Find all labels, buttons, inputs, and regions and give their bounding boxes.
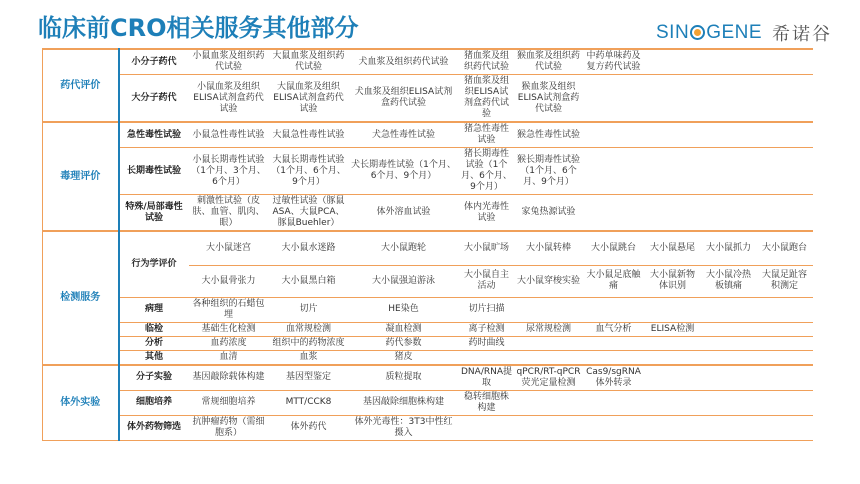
table-row (43, 148, 813, 195)
section-label: 检测服务 (43, 231, 119, 365)
table-cell: 大小鼠转棒 (515, 231, 583, 265)
table-cell: 猴血浆及组织药代试验 (515, 49, 583, 75)
table-cell: 抗肿瘤药物（需细胞系） (189, 415, 269, 440)
table-cell (459, 350, 515, 365)
table-cell: 药时曲线 (459, 336, 515, 350)
table-cell: 犬急性毒性试验 (349, 122, 459, 148)
table-cell (583, 195, 645, 232)
table-row (43, 195, 813, 232)
table-cell (757, 49, 813, 75)
table-cell: 犬长期毒性试验（1个月、6个月、9个月） (349, 148, 459, 195)
table-cell: 中药单味药及复方药代试验 (583, 49, 645, 75)
table-cell: 大小鼠旷场 (459, 231, 515, 265)
table-cell: 猴长期毒性试验（1个月、6个月、9个月） (515, 148, 583, 195)
table-cell: 大鼠长期毒性试验（1个月、6个月、9个月） (269, 148, 349, 195)
table-cell (757, 148, 813, 195)
table-cell: 药代参数 (349, 336, 459, 350)
table-cell (757, 122, 813, 148)
table-cell: 体外药代 (269, 415, 349, 440)
table-cell: 大小鼠新物体识别 (645, 265, 701, 297)
table-cell: 小鼠长期毒性试验（1个月、3个月、6个月） (189, 148, 269, 195)
table-cell (515, 350, 583, 365)
table-cell (701, 297, 757, 322)
services-table (42, 48, 813, 441)
table-row (43, 365, 813, 391)
table-cell: 离子检测 (459, 322, 515, 336)
table-row (43, 415, 813, 440)
subcategory-label: 分析 (119, 336, 189, 350)
table-cell (701, 350, 757, 365)
table-cell: 大小鼠强迫游泳 (349, 265, 459, 297)
table-cell (757, 297, 813, 322)
table-cell (515, 390, 583, 415)
table-cell: 切片扫描 (459, 297, 515, 322)
table-cell (757, 365, 813, 391)
table-cell (645, 148, 701, 195)
table-cell: 家兔热源试验 (515, 195, 583, 232)
table-cell (757, 390, 813, 415)
table-cell (515, 297, 583, 322)
table-cell (583, 415, 645, 440)
subcategory-label: 临检 (119, 322, 189, 336)
table-cell: 体外光毒性：3T3中性红摄入 (349, 415, 459, 440)
table-cell: 大鼠足趾容积测定 (757, 265, 813, 297)
table-cell: 基因敲除细胞株构建 (349, 390, 459, 415)
table-cell (645, 390, 701, 415)
section-label: 毒理评价 (43, 122, 119, 231)
table-cell: 组织中的药物浓度 (269, 336, 349, 350)
table-cell (701, 148, 757, 195)
section-label: 体外实验 (43, 365, 119, 441)
table-cell: 血浆 (269, 350, 349, 365)
table-cell (757, 322, 813, 336)
table-cell: 猪急性毒性试验 (459, 122, 515, 148)
table-cell (645, 365, 701, 391)
table-row (43, 231, 813, 265)
table-cell (583, 390, 645, 415)
table-cell: DNA/RNA提取 (459, 365, 515, 391)
table-cell (701, 122, 757, 148)
table-cell: 基础生化检测 (189, 322, 269, 336)
table-cell: 大小鼠抓力 (701, 231, 757, 265)
table-cell: 切片 (269, 297, 349, 322)
logo-text-left: SIN (656, 22, 690, 43)
table-cell (757, 75, 813, 123)
table-row (43, 122, 813, 148)
table-row (43, 297, 813, 322)
table-cell: 刺激性试验（皮肤、血管、肌肉、眼） (189, 195, 269, 232)
table-cell: 基因型鉴定 (269, 365, 349, 391)
section-label: 药代评价 (43, 49, 119, 122)
table-cell: 大小鼠冷热板镇痛 (701, 265, 757, 297)
table-cell (757, 336, 813, 350)
table-cell: 犬血浆及组织ELISA试剂盒药代试验 (349, 75, 459, 123)
table-cell: 体内光毒性试验 (459, 195, 515, 232)
table-cell: 大小鼠跑轮 (349, 231, 459, 265)
table-cell (701, 365, 757, 391)
table-cell (645, 49, 701, 75)
page-title: 临床前CRO相关服务其他部分 (38, 14, 359, 42)
subcategory-label: 小分子药代 (119, 49, 189, 75)
table-cell: 大鼠急性毒性试验 (269, 122, 349, 148)
table-cell: 稳转细胞株构建 (459, 390, 515, 415)
table-cell: 猴急性毒性试验 (515, 122, 583, 148)
table-cell: 猪皮 (349, 350, 459, 365)
table-row (43, 350, 813, 365)
table-cell: 质粒提取 (349, 365, 459, 391)
table-cell (645, 415, 701, 440)
table-cell: Cas9/sgRNA体外转录 (583, 365, 645, 391)
table-cell (701, 75, 757, 123)
table-cell (701, 49, 757, 75)
table-cell: 过敏性试验（豚鼠ASA、大鼠PCA、豚鼠Buehler） (269, 195, 349, 232)
subcategory-label: 体外药物筛选 (119, 415, 189, 440)
table-cell: 大小鼠迷宫 (189, 231, 269, 265)
subcategory-label: 病理 (119, 297, 189, 322)
table-cell: 犬血浆及组织药代试验 (349, 49, 459, 75)
logo-text-right: GENE (706, 22, 763, 43)
table-cell: 小鼠血浆及组织药代试验 (189, 49, 269, 75)
table-cell (645, 297, 701, 322)
table-cell (757, 195, 813, 232)
table-cell (515, 336, 583, 350)
table-cell: HE染色 (349, 297, 459, 322)
table-row (43, 390, 813, 415)
subcategory-label: 急性毒性试验 (119, 122, 189, 148)
table-cell (583, 75, 645, 123)
table-cell: MTT/CCK8 (269, 390, 349, 415)
table-cell (583, 350, 645, 365)
table-cell: 体外溶血试验 (349, 195, 459, 232)
table-cell: 大小鼠水迷路 (269, 231, 349, 265)
table-cell: ELISA检测 (645, 322, 701, 336)
table-cell (583, 336, 645, 350)
table-cell (645, 336, 701, 350)
table-cell (701, 322, 757, 336)
table-cell (583, 297, 645, 322)
subcategory-label: 其他 (119, 350, 189, 365)
subcategory-label: 分子实验 (119, 365, 189, 391)
table-row (43, 75, 813, 123)
table-cell: 猪血浆及组织ELISA试剂盒药代试验 (459, 75, 515, 123)
table-cell: 猪血浆及组织药代试验 (459, 49, 515, 75)
table-cell: 大小鼠黑白箱 (269, 265, 349, 297)
table-cell (645, 75, 701, 123)
subcategory-label: 大分子药代 (119, 75, 189, 123)
table-cell: qPCR/RT-qPCR荧光定量检测 (515, 365, 583, 391)
table-cell (645, 122, 701, 148)
table-cell: 血清 (189, 350, 269, 365)
table-cell: 小鼠急性毒性试验 (189, 122, 269, 148)
table-cell (701, 336, 757, 350)
table-cell (583, 122, 645, 148)
table-cell: 常规细胞培养 (189, 390, 269, 415)
table-cell: 大小鼠悬尾 (645, 231, 701, 265)
table-row (43, 322, 813, 336)
table-cell: 血常规检测 (269, 322, 349, 336)
logo-circle-icon (690, 25, 705, 40)
table-cell: 小鼠血浆及组织ELISA试剂盒药代试验 (189, 75, 269, 123)
table-cell (701, 195, 757, 232)
table-cell: 尿常规检测 (515, 322, 583, 336)
subcategory-label: 特殊/局部毒性试验 (119, 195, 189, 232)
table-row (43, 336, 813, 350)
table-cell: 大小鼠穿梭实验 (515, 265, 583, 297)
logo-chinese-name: 希诺谷 (772, 24, 833, 45)
table-cell: 猴血浆及组织ELISA试剂盒药代试验 (515, 75, 583, 123)
table-cell: 凝血检测 (349, 322, 459, 336)
subcategory-label: 行为学评价 (119, 231, 189, 297)
table-cell: 猪长期毒性试验（1个月、6个月、9个月） (459, 148, 515, 195)
subcategory-label: 长期毒性试验 (119, 148, 189, 195)
table-cell: 大小鼠自主活动 (459, 265, 515, 297)
table-cell: 基因敲除载体构建 (189, 365, 269, 391)
table-cell (701, 390, 757, 415)
table-cell (701, 415, 757, 440)
company-logo (656, 20, 832, 46)
table-cell: 血药浓度 (189, 336, 269, 350)
table-cell: 血气分析 (583, 322, 645, 336)
table-cell: 大小鼠骨张力 (189, 265, 269, 297)
table-cell (757, 350, 813, 365)
table-cell (515, 415, 583, 440)
table-cell: 各种组织的石蜡包埋 (189, 297, 269, 322)
table-cell: 大鼠血浆及组织ELISA试剂盒药代试验 (269, 75, 349, 123)
table-row (43, 49, 813, 75)
table-cell: 大小鼠跑台 (757, 231, 813, 265)
table-cell: 大小鼠跳台 (583, 231, 645, 265)
subcategory-label: 细胞培养 (119, 390, 189, 415)
table-cell (645, 195, 701, 232)
table-cell (583, 148, 645, 195)
table-cell: 大鼠血浆及组织药代试验 (269, 49, 349, 75)
table-cell: 大小鼠足底触痛 (583, 265, 645, 297)
table-cell (757, 415, 813, 440)
table-cell (645, 350, 701, 365)
table-cell (459, 415, 515, 440)
